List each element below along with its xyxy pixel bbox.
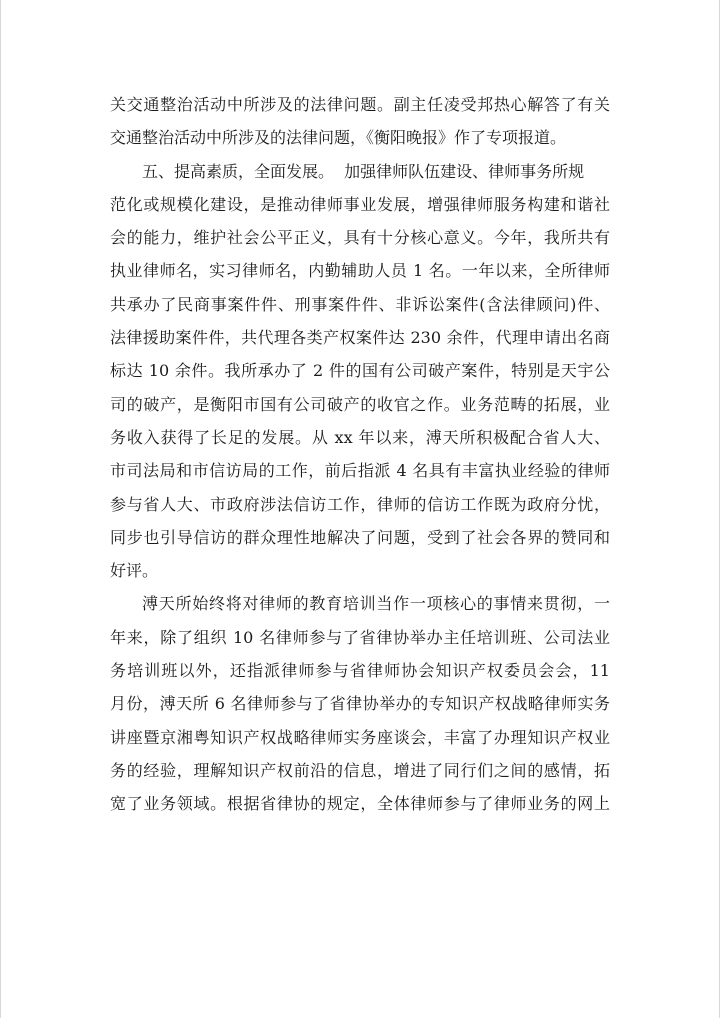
text-line: 宽了业务领域。根据省律协的规定，全体律师参与了律师业务的网上 bbox=[110, 794, 610, 814]
paragraph bbox=[110, 155, 610, 588]
text-line: 法律援助案件件，共代理各类产权案件达 230 余件，代理申请出名商 bbox=[110, 328, 610, 348]
paragraph bbox=[110, 587, 610, 820]
text-line: 会的能力，维护社会公平正义，具有十分核心意义。今年，我所共有 bbox=[110, 228, 610, 248]
text-line: 交通整治活动中所涉及的法律问题，《衡阳晚报》作了专项报道。 bbox=[110, 128, 567, 148]
text-line: 务的经验，理解知识产权前沿的信息，增进了同行们之间的感情，拓 bbox=[110, 760, 610, 780]
text-line: 范化或规模化建设，是推动律师事业发展，增强律师服务构建和谐社 bbox=[110, 194, 610, 214]
text-line: 标达 10 余件。我所承办了 2 件的国有公司破产案件，特别是天宇公 bbox=[110, 361, 610, 381]
text-line: 关交通整治活动中所涉及的法律问题。副主任凌受邦热心解答了有关 bbox=[110, 95, 610, 114]
section-heading-line: 五、提高素质，全面发展。 加强律师队伍建设、律师事务所规 bbox=[142, 161, 585, 181]
text-line: 参与省人大、市政府涉法信访工作，律师的信访工作既为政府分忧， bbox=[110, 494, 610, 514]
text-line: 讲座暨京湘粤知识产权战略律师实务座谈会，丰富了办理知识产权业 bbox=[110, 727, 610, 747]
text-line: 务收入获得了长足的发展。从 xx 年以来，溥天所积极配合省人大、 bbox=[110, 427, 610, 447]
text-line: 务培训班以外，还指派律师参与省律师协会知识产权委员会会，11 bbox=[110, 661, 610, 681]
text-line: 好评。 bbox=[110, 561, 159, 581]
document-body bbox=[110, 88, 610, 821]
text-line: 市司法局和市信访局的工作，前后指派 4 名具有丰富执业经验的律师 bbox=[110, 461, 610, 481]
text-line: 月份，溥天所 6 名律师参与了省律协举办的专知识产权战略律师实务 bbox=[110, 694, 610, 714]
text-line: 执业律师名，实习律师名，内勤辅助人员 1 名。一年以来，全所律师 bbox=[110, 261, 610, 281]
text-line: 同步也引导信访的群众理性地解决了问题，受到了社会各界的赞同和 bbox=[110, 527, 610, 547]
text-line: 溥天所始终将对律师的教育培训当作一项核心的事情来贯彻，一 bbox=[142, 594, 610, 614]
text-line: 年来，除了组织 10 名律师参与了省律协举办主任培训班、公司法业 bbox=[110, 627, 610, 647]
text-line: 司的破产，是衡阳市国有公司破产的收官之作。业务范畴的拓展，业 bbox=[110, 394, 610, 414]
paragraph bbox=[110, 88, 610, 155]
text-line: 共承办了民商事案件件、刑事案件件、非诉讼案件(含法律顾问)件、 bbox=[110, 294, 610, 314]
